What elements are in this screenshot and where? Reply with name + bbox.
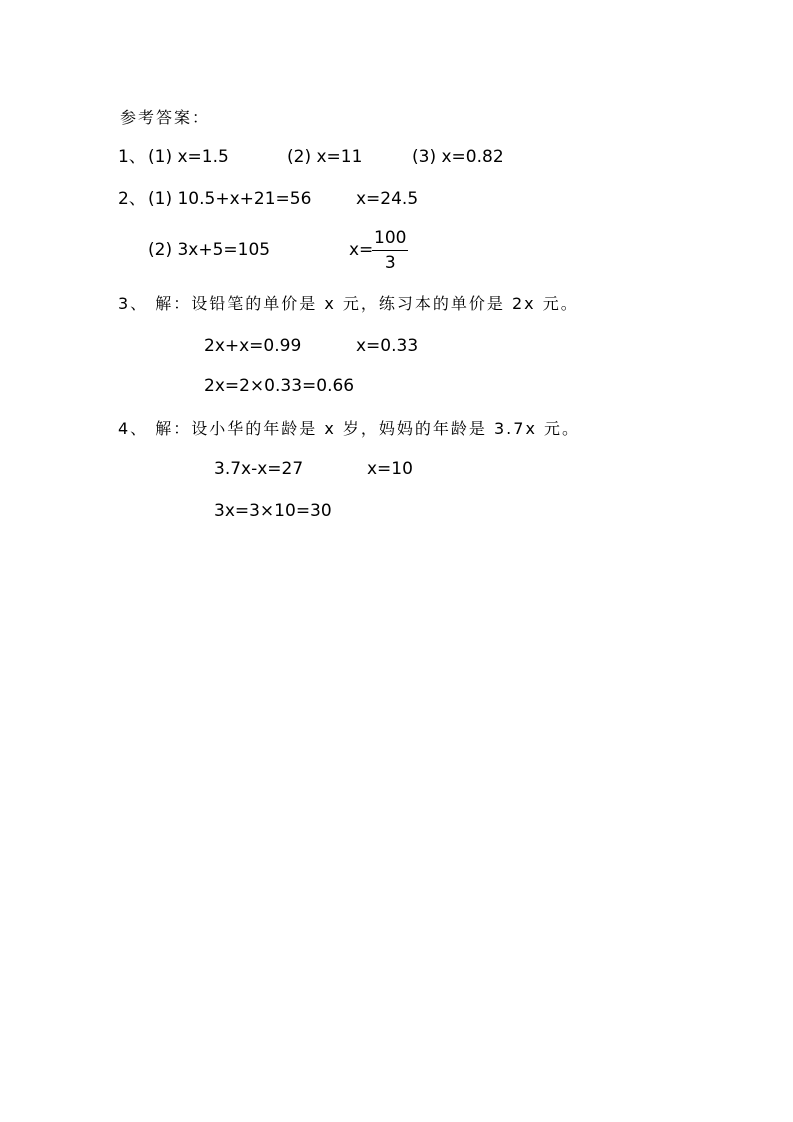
q4-answer: x=10: [367, 459, 413, 479]
answer-key-title: 参考答案：: [120, 108, 211, 127]
q4-statement: 4、 解：设小华的年龄是 x 岁，妈妈的年龄是 3.7x 元。: [118, 419, 580, 438]
q3-answer: x=0.33: [356, 336, 419, 356]
q1-part3: (3) x=0.82: [412, 147, 504, 167]
q2-part1-answer: x=24.5: [356, 189, 419, 209]
fraction-numerator: 100: [372, 228, 408, 251]
fraction-denominator: 3: [384, 253, 396, 273]
q2-part1-equation: (1) 10.5+x+21=56: [148, 189, 312, 209]
q2-part2-equation: (2) 3x+5=105: [148, 240, 271, 260]
q2-number: 2、: [118, 189, 146, 209]
q1-part1: (1) x=1.5: [148, 147, 229, 167]
q2-part2-fraction: [372, 228, 408, 273]
q1-part2: (2) x=11: [287, 147, 363, 167]
q4-calculation: 3x=3×10=30: [214, 501, 332, 521]
q4-equation: 3.7x-x=27: [214, 459, 304, 479]
q3-calculation: 2x=2×0.33=0.66: [204, 376, 355, 396]
q3-equation: 2x+x=0.99: [204, 336, 302, 356]
q3-statement: 3、 解：设铅笔的单价是 x 元，练习本的单价是 2x 元。: [118, 294, 579, 313]
q1-number: 1、: [118, 147, 146, 167]
q2-part2-answer-prefix: x=: [349, 240, 374, 260]
